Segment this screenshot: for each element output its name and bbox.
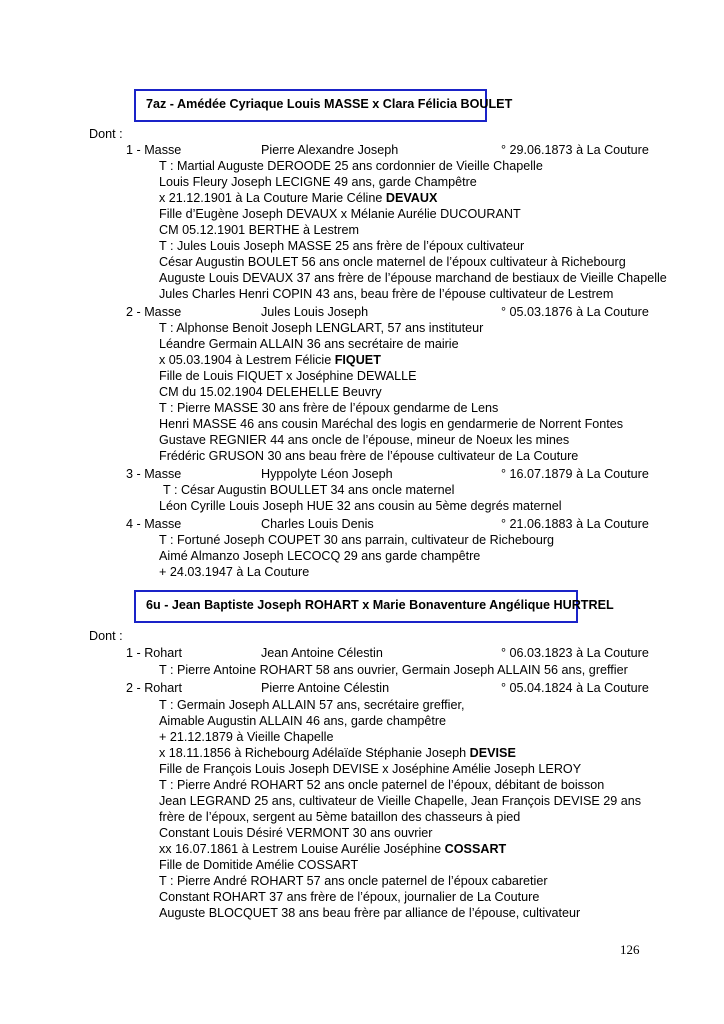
dont-label: Dont :	[89, 127, 123, 141]
record-line: T : Pierre André ROHART 52 ans oncle paternel de l’époux, débitant de boisson	[159, 778, 605, 792]
child-given-names: Pierre Alexandre Joseph	[261, 143, 399, 157]
record-line: Auguste BLOCQUET 38 ans beau frère par alliance de l’épouse, cultivateur	[159, 906, 581, 920]
record-line: Auguste Louis DEVAUX 37 ans frère de l’épouse marchand de bestiaux de Vieille Chapelle	[159, 271, 667, 285]
record-line: Fille d’Eugène Joseph DEVAUX x Mélanie Aurélie DUCOURANT	[159, 207, 521, 221]
record-line: T : César Augustin BOULLET 34 ans oncle maternel	[163, 483, 455, 497]
record-line: Aimé Almanzo Joseph LECOCQ 29 ans garde champêtre	[159, 549, 481, 563]
family-heading: 7az - Amédée Cyriaque Louis MASSE x Clara Félicia BOULET	[146, 97, 513, 111]
child-birth-date: ° 29.06.1873 à La Couture	[501, 143, 649, 157]
record-line: Gustave REGNIER 44 ans oncle de l’épouse, mineur de Noeux les mines	[159, 433, 570, 447]
record-line: T : Martial Auguste DEROODE 25 ans cordonnier de Vieille Chapelle	[159, 159, 543, 173]
record-line: T : Alphonse Benoit Joseph LENGLART, 57 ans instituteur	[159, 321, 484, 335]
child-given-names: Jules Louis Joseph	[261, 305, 369, 319]
spouse-surname: DEVISE	[469, 746, 516, 760]
record-line: T : Pierre MASSE 30 ans frère de l’époux gendarme de Lens	[159, 401, 499, 415]
record-line: Louis Fleury Joseph LECIGNE 49 ans, garde Champêtre	[159, 175, 477, 189]
child-birth-date: ° 21.06.1883 à La Couture	[501, 517, 649, 531]
child-given-names: Jean Antoine Célestin	[261, 646, 383, 660]
record-line: xx 16.07.1861 à Lestrem Louise Aurélie Joséphine COSSART	[159, 842, 507, 856]
record-line: Fille de Domitide Amélie COSSART	[159, 858, 359, 872]
record-line: + 24.03.1947 à La Couture	[159, 565, 310, 579]
record-line: frère de l’époux, sergent au 5ème bataillon des chasseurs à pied	[159, 810, 521, 824]
record-line: CM 05.12.1901 BERTHE à Lestrem	[159, 223, 359, 237]
child-birth-date: ° 05.03.1876 à La Couture	[501, 305, 649, 319]
record-line: T : Germain Joseph ALLAIN 57 ans, secrétaire greffier,	[159, 698, 465, 712]
record-line: Aimable Augustin ALLAIN 46 ans, garde champêtre	[159, 714, 447, 728]
child-birth-date: ° 05.04.1824 à La Couture	[501, 681, 649, 695]
record-line: Constant ROHART 37 ans frère de l’époux, journalier de La Couture	[159, 890, 540, 904]
record-line: T : Fortuné Joseph COUPET 30 ans parrain, cultivateur de Richebourg	[159, 533, 555, 547]
child-number: 1 - Masse	[126, 143, 182, 157]
child-number: 2 - Masse	[126, 305, 182, 319]
record-line: Constant Louis Désiré VERMONT 30 ans ouvrier	[159, 826, 433, 840]
record-line: T : Jules Louis Joseph MASSE 25 ans frère de l’époux cultivateur	[159, 239, 525, 253]
child-number: 1 - Rohart	[126, 646, 182, 660]
family-heading-box	[134, 89, 513, 122]
record-line: Fille de Louis FIQUET x Joséphine DEWALLE	[159, 369, 417, 383]
spouse-surname: FIQUET	[334, 353, 381, 367]
page-number: 126	[620, 942, 640, 957]
family-heading: 6u - Jean Baptiste Joseph ROHART x Marie Bonaventure Angélique HURTREL	[146, 598, 614, 612]
dont-label: Dont :	[89, 629, 123, 643]
child-birth-date: ° 06.03.1823 à La Couture	[501, 646, 649, 660]
spouse-surname: DEVAUX	[385, 191, 438, 205]
child-birth-date: ° 16.07.1879 à La Couture	[501, 467, 649, 481]
child-number: 2 - Rohart	[126, 681, 182, 695]
record-line: CM du 15.02.1904 DELEHELLE Beuvry	[159, 385, 382, 399]
child-given-names: Charles Louis Denis	[261, 517, 374, 531]
child-given-names: Hyppolyte Léon Joseph	[261, 467, 393, 481]
family-heading-box	[134, 590, 614, 623]
record-line: Henri MASSE 46 ans cousin Maréchal des logis en gendarmerie de Norrent Fontes	[159, 417, 624, 431]
child-number: 4 - Masse	[126, 517, 182, 531]
record-line: + 21.12.1879 à Vieille Chapelle	[159, 730, 334, 744]
record-line: T : Pierre Antoine ROHART 58 ans ouvrier, Germain Joseph ALLAIN 56 ans, greffier	[159, 663, 628, 677]
spouse-surname: COSSART	[444, 842, 507, 856]
record-line: Jules Charles Henri COPIN 43 ans, beau frère de l’épouse cultivateur de Lestrem	[159, 287, 614, 301]
record-line: T : Pierre André ROHART 57 ans oncle paternel de l’époux cabaretier	[159, 874, 548, 888]
child-given-names: Pierre Antoine Célestin	[261, 681, 390, 695]
record-line: Léandre Germain ALLAIN 36 ans secrétaire de mairie	[159, 337, 459, 351]
record-line: Fille de François Louis Joseph DEVISE x Joséphine Amélie Joseph LEROY	[159, 762, 582, 776]
record-line: César Augustin BOULET 56 ans oncle maternel de l’époux cultivateur à Richebourg	[159, 255, 626, 269]
record-line: Frédéric GRUSON 30 ans beau frère de l’épouse cultivateur de La Couture	[159, 449, 579, 463]
child-number: 3 - Masse	[126, 467, 182, 481]
record-line: Jean LEGRAND 25 ans, cultivateur de Vieille Chapelle, Jean François DEVISE 29 ans	[159, 794, 642, 808]
record-line: Léon Cyrille Louis Joseph HUE 32 ans cousin au 5ème degrés maternel	[159, 499, 562, 513]
record-line: x 21.12.1901 à La Couture Marie Céline DEVAUX	[159, 191, 438, 205]
record-line: x 18.11.1856 à Richebourg Adélaïde Stéphanie Joseph DEVISE	[159, 746, 516, 760]
record-line: x 05.03.1904 à Lestrem Félicie FIQUET	[159, 353, 381, 367]
